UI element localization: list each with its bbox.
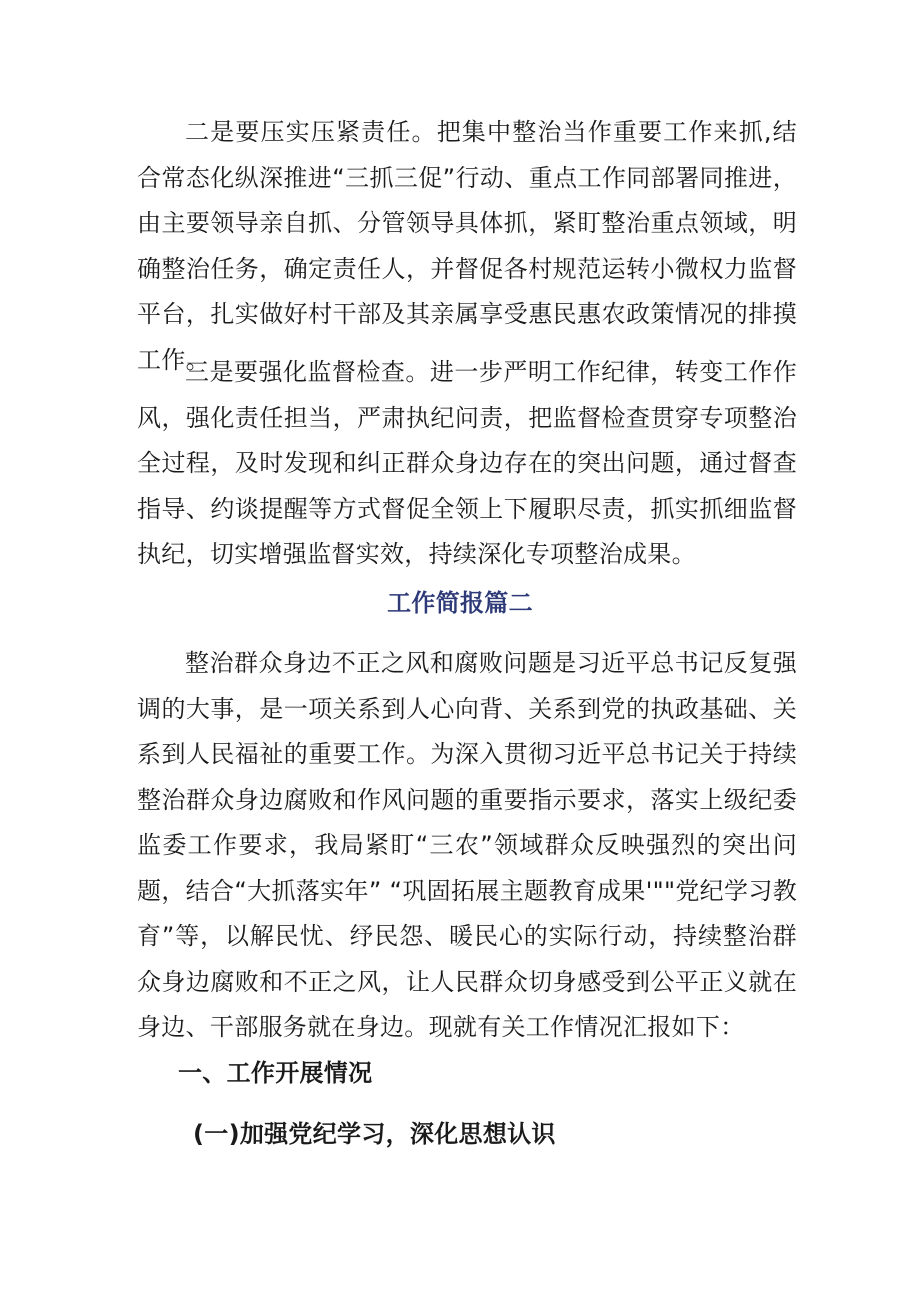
- sub-heading: (一)加强党纪学习，深化思想认识: [193, 1120, 556, 1148]
- paragraph-introduction: 整治群众身边不正之风和腐败问题是习近平总书记反复强调的大事，是一项关系到人心向背、关系到党的执政基础、关系到人民福祉的重要工作。为深入贯彻习近平总书记关于持续整治群众身边腐败和作风问题的重要指示要求，落实上级纪委监委工作要求，我局紧盯“三农”领域群众反映强烈的突出问题，结合“大抓落实年” “巩固拓展主题教育成果'""党纪学习教育”等，以解民忧、纾民怨、暖民心的实际行动，持续整治群众身边腐败和不正之风，让人民群众切身感受到公平正义就在身边、干部服务就在身边。现就有关工作情况汇报如下：: [137, 649, 797, 1041]
- report-title: 工作简报篇二: [387, 589, 533, 617]
- section-heading: 一、工作开展情况: [178, 1059, 373, 1087]
- paragraph-supervision: 三是要强化监督检查。进一步严明工作纪律，转变工作作风，强化责任担当，严肃执纪问责，把监督检查贯穿专项整治全过程，及时发现和纠正群众身边存在的突出问题，通过督查指导、约谈提醒等方式督促全领上下履职尽责，抓实抓细监督执纪，切实增强监督实效，持续深化专项整治成果。: [137, 358, 797, 568]
- paragraph-responsibility: 二是要压实压紧责任。把集中整治当作重要工作来抓,结合常态化纵深推进“三抓三促”行动、重点工作同部署同推进，由主要领导亲自抓、分管领导具体抓，紧盯整治重点领域，明确整治任务，确定责任人，并督促各村规范运转小微权力监督平台，扎实做好村干部及其亲属享受惠民惠农政策情况的排摸工作。: [137, 118, 797, 374]
